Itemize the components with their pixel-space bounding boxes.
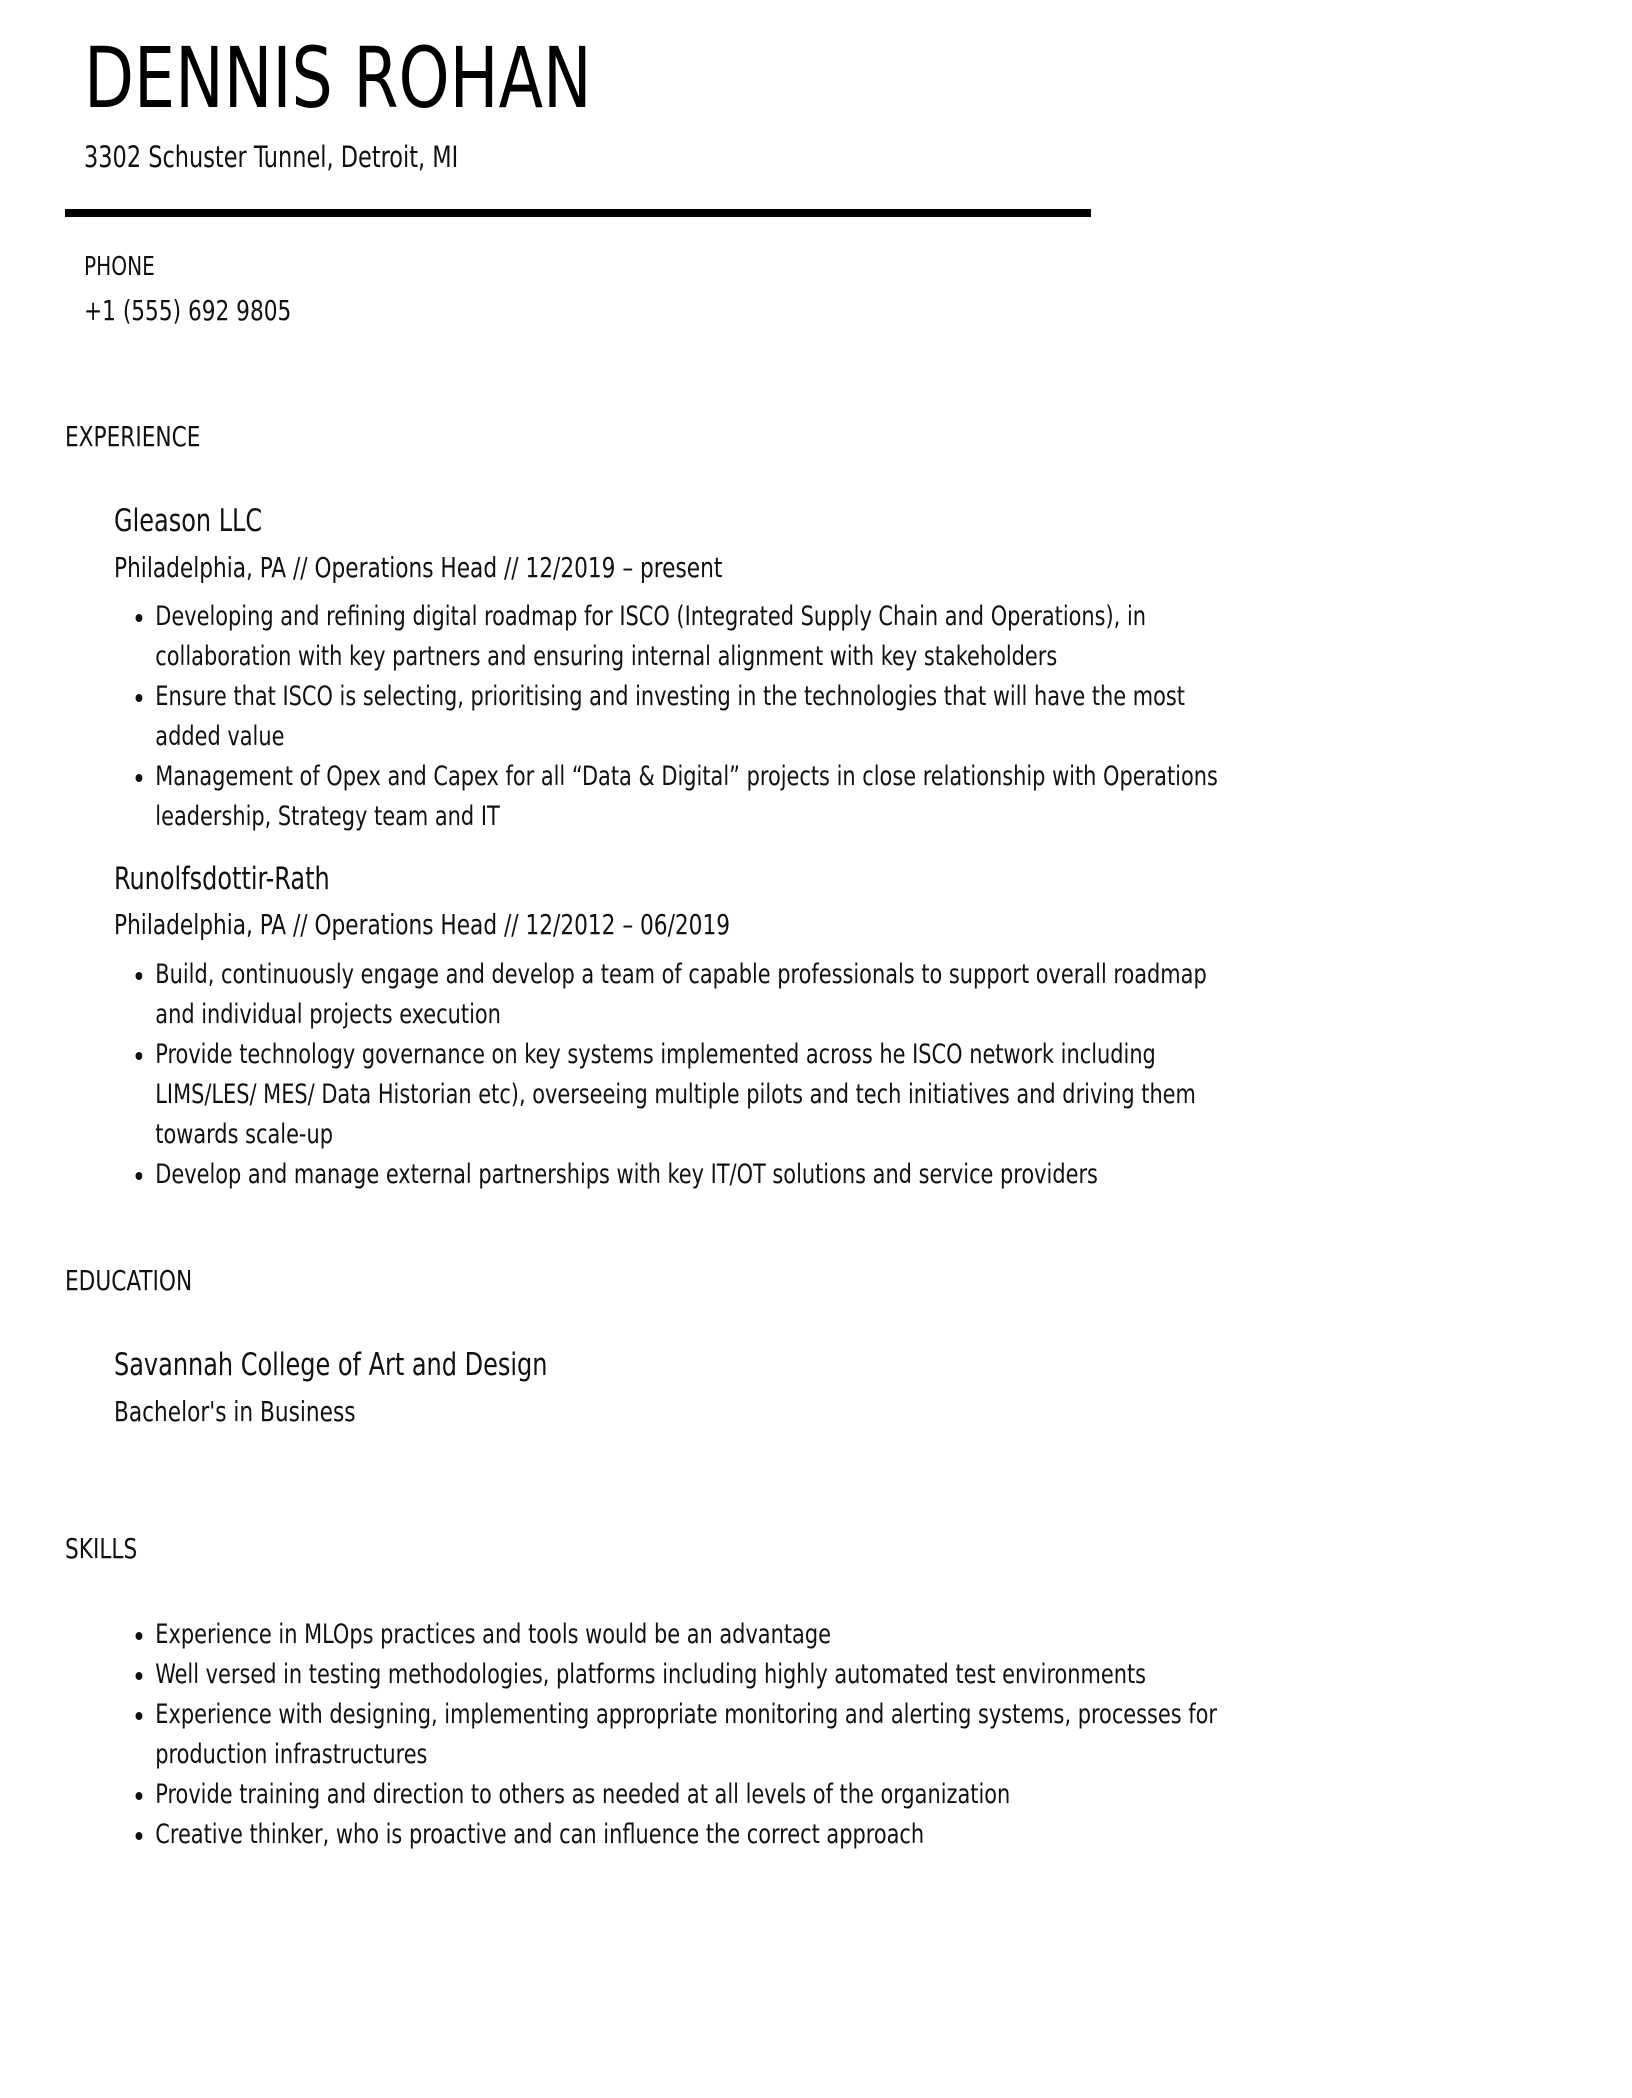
job-bullets	[114, 597, 1232, 837]
job-bullet: Ensure that ISCO is selecting, prioritising and investing in the technologies that will have the most added value	[114, 677, 1232, 757]
phone-value: +1 (555) 692 9805	[84, 294, 292, 327]
experience-heading: EXPERIENCE	[65, 420, 201, 453]
candidate-name: DENNIS ROHAN	[84, 29, 592, 127]
job-bullet: Build, continuously engage and develop a team of capable professionals to support overall roadmap and individual projects execution	[114, 955, 1232, 1035]
job-bullet: Developing and refining digital roadmap for ISCO (Integrated Supply Chain and Operations), in collaboration with key partners and ensuring internal alignment with key stakeholders	[114, 597, 1232, 677]
job-bullet: Provide technology governance on key systems implemented across he ISCO network including LIMS/LES/ MES/ Data Historian etc), overseeing multiple pilots and tech initiatives and driving them towards scale-up	[114, 1035, 1232, 1155]
education-heading: EDUCATION	[65, 1264, 193, 1297]
job-details: Philadelphia, PA // Operations Head // 12/2012 – 06/2019	[114, 908, 731, 941]
skill-item: Well versed in testing methodologies, platforms including highly automated test environments	[114, 1655, 1232, 1695]
job-bullet: Develop and manage external partnerships with key IT/OT solutions and service providers	[114, 1155, 1232, 1195]
skill-item: Experience in MLOps practices and tools would be an advantage	[114, 1615, 1232, 1655]
job-bullets	[114, 955, 1232, 1195]
skills-list	[114, 1615, 1232, 1855]
skills-heading: SKILLS	[65, 1532, 138, 1565]
skill-item: Creative thinker, who is proactive and can influence the correct approach	[114, 1815, 1232, 1855]
header-divider	[65, 209, 1091, 217]
skill-item: Provide training and direction to others as needed at all levels of the organization	[114, 1775, 1232, 1815]
degree: Bachelor's in Business	[114, 1395, 356, 1428]
candidate-address: 3302 Schuster Tunnel, Detroit, MI	[84, 140, 459, 174]
job-company: Gleason LLC	[114, 503, 263, 539]
job-details: Philadelphia, PA // Operations Head // 12/2019 – present	[114, 551, 723, 584]
job-bullet: Management of Opex and Capex for all “Data & Digital” projects in close relationship with Operations leadership, Strategy team and IT	[114, 757, 1232, 837]
skill-item: Experience with designing, implementing appropriate monitoring and alerting systems, processes for production infrastructures	[114, 1695, 1232, 1775]
job-company: Runolfsdottir-Rath	[114, 861, 330, 897]
phone-label: PHONE	[84, 252, 155, 282]
school-name: Savannah College of Art and Design	[114, 1347, 548, 1383]
